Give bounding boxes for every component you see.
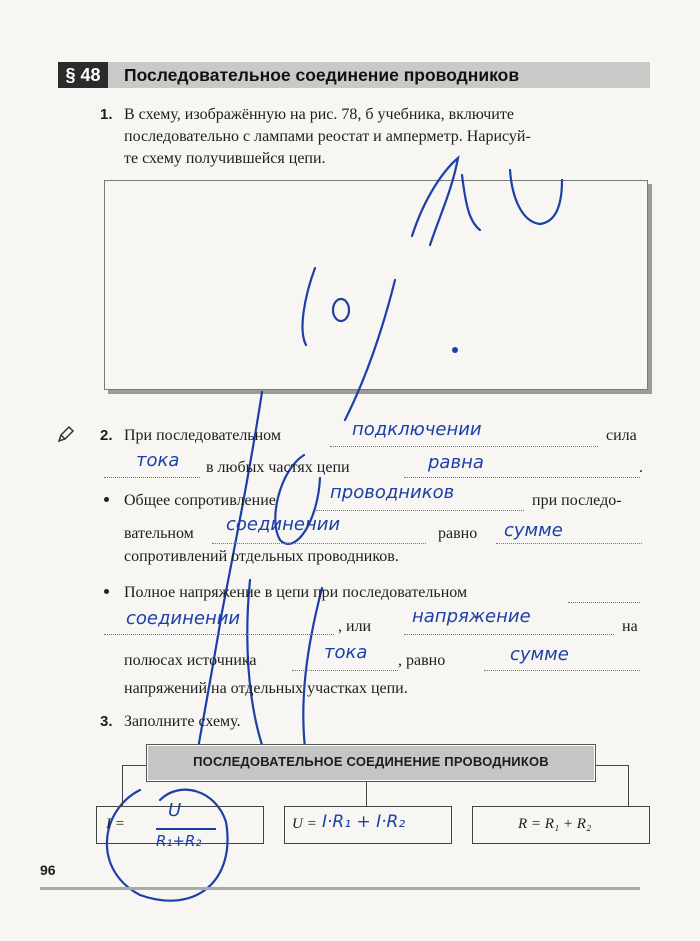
answer-line [496,543,642,544]
task-1-line-2: последовательно с лампами реостат и амперметр. Нарисуй- [124,128,531,145]
task-3-text: Заполните схему. [124,713,241,730]
section-number-badge: § 48 [58,62,108,88]
task-2-text: в любых частях цепи [206,459,350,476]
scribble-stroke [345,280,395,420]
task-2-text: равно [438,525,478,542]
pencil-icon [56,424,76,444]
formula-lhs: U = [292,816,317,832]
scheme-connector [122,765,123,806]
task-2-text: , равно [398,652,446,669]
page-number: 96 [40,862,56,878]
handwritten-answer[interactable]: соединении [226,514,341,535]
handwritten-answer[interactable]: тока [136,450,180,471]
fraction-bar [156,828,216,830]
task-2-text: сила [606,427,637,444]
task-2-text: При последовательном [124,427,281,444]
answer-line [568,602,640,603]
answer-line [212,543,426,544]
task-2-text: на [622,618,638,635]
task-1-line-1: В схему, изображённую на рис. 78, б учебника, включите [124,106,514,123]
task-1-number: 1. [100,106,113,123]
handwritten-answer[interactable]: сумме [504,520,563,541]
scribble-stroke [510,170,562,224]
handwritten-answer[interactable]: U [168,800,182,821]
scheme-connector [628,765,629,806]
task-2-text: при последо- [532,492,622,509]
answer-line [292,670,398,671]
handwritten-answer[interactable]: тока [324,642,368,663]
task-2-text: . [639,459,643,476]
answer-line [484,670,640,671]
scheme-connector [366,782,367,806]
answer-line [104,634,334,635]
handwritten-answer[interactable]: R₁+R₂ [156,832,202,850]
task-3-number: 3. [100,713,113,730]
handwritten-answer[interactable]: равна [428,452,484,473]
task-2-text: напряжений на отдельных участках цепи. [124,680,408,697]
handwritten-answer[interactable]: напряжение [412,606,531,627]
task-2-text: полюсах источника [124,652,257,669]
scheme-connector [594,765,628,766]
answer-line [330,446,598,447]
section-title: Последовательное соединение проводников [124,65,520,85]
handwritten-answer[interactable]: I·R₁ + I·R₂ [322,812,406,832]
scribble-stroke [412,158,458,245]
handwritten-answer[interactable]: проводников [330,482,455,503]
answer-line [316,510,524,511]
scheme-connector [122,765,146,766]
footer-rule [40,887,640,890]
resistance-formula: R = R₁ + R₂ [518,816,592,832]
handwritten-answer[interactable]: соединении [126,608,241,629]
scheme-header-title: ПОСЛЕДОВАТЕЛЬНОЕ СОЕДИНЕНИЕ ПРОВОДНИКОВ [193,754,549,769]
answer-line [404,634,614,635]
task-2-text: Полное напряжение в цепи при последовательном [124,584,468,601]
task-1-line-3: те схему получившейся цепи. [124,150,326,167]
formula-lhs: I = [106,816,125,832]
task-2-text: Общее сопротивление [124,492,276,509]
task-2-text: , или [338,618,372,635]
answer-line [404,477,640,478]
scribble-stroke [303,268,315,345]
answer-line [104,477,200,478]
handwritten-answer[interactable]: подключении [352,419,482,440]
task-2-text: вательном [124,525,194,542]
scribble-stroke [303,588,322,748]
scribble-stroke [462,175,480,230]
bullet [104,497,109,502]
bullet [104,589,109,594]
task-2-number: 2. [100,427,113,444]
task-2-text: сопротивлений отдельных проводников. [124,548,399,565]
handwritten-answer[interactable]: сумме [510,644,569,665]
